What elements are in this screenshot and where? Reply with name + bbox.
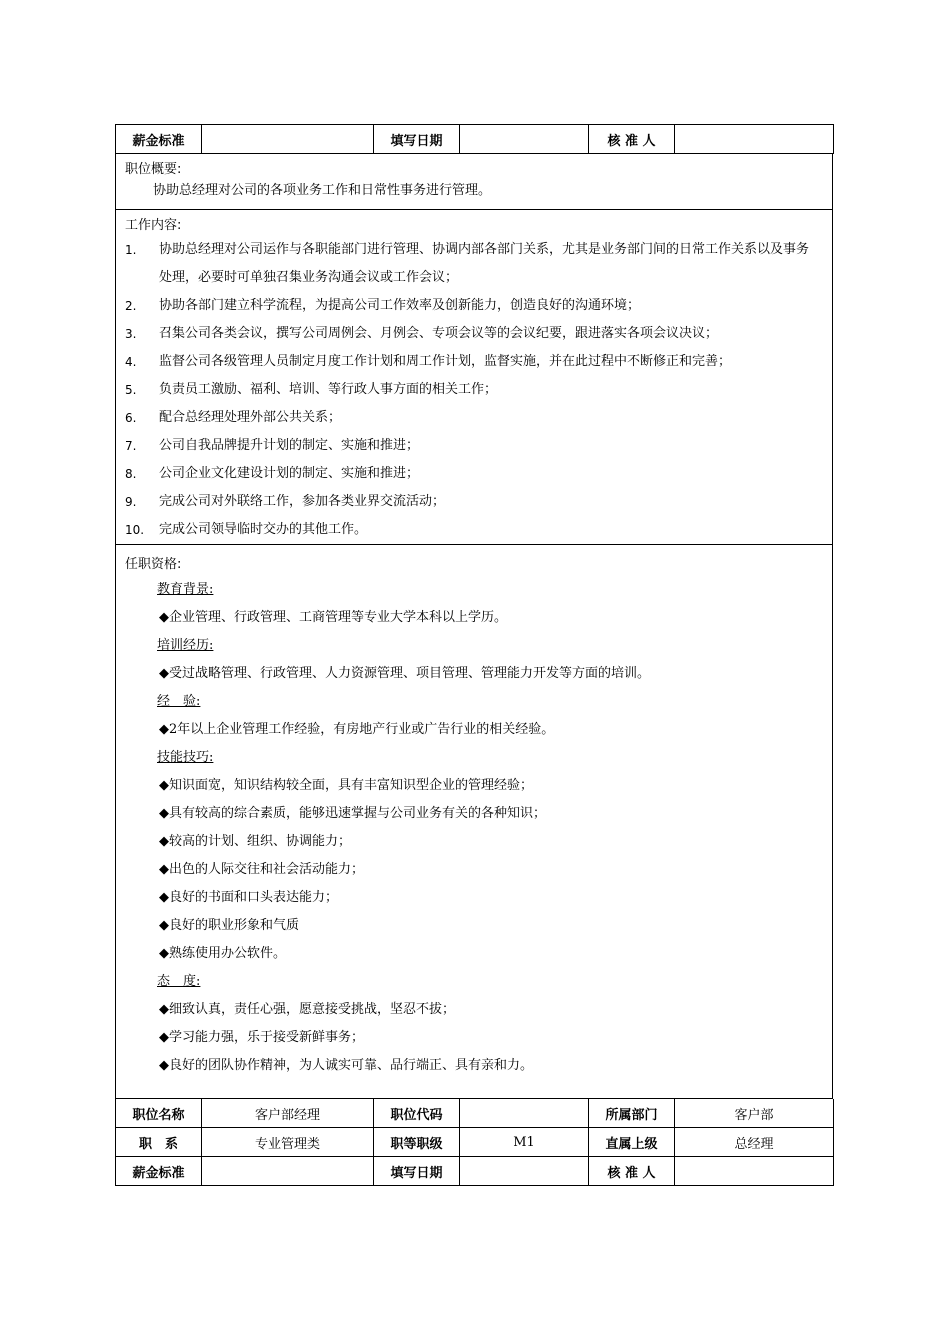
duty-item <box>116 516 832 544</box>
attitude-item: ◆学习能力强，乐于接受新鲜事务； <box>159 1030 364 1045</box>
duty-number: 8. <box>125 467 137 481</box>
duty-text: 公司自我品牌提升计划的制定、实施和推进； <box>159 438 420 453</box>
skill-item: ◆具有较高的综合素质，能够迅速掌握与公司业务有关的各种知识； <box>159 806 546 821</box>
salary-value <box>202 125 374 154</box>
duty-number: 3. <box>125 327 137 341</box>
approver-value <box>675 125 834 154</box>
approver-label: 核 准 人 <box>589 1157 675 1186</box>
fill-date-label: 填写日期 <box>374 125 460 154</box>
duty-item <box>116 292 832 320</box>
fill-date-label: 填写日期 <box>374 1157 460 1186</box>
duty-number: 9. <box>125 495 137 509</box>
attitude-label-text: 态 度 <box>157 974 197 989</box>
bottom-row-3 <box>116 1157 834 1186</box>
qualifications-header: 任职资格: <box>125 557 182 572</box>
experience-label-text: 经 验 <box>157 694 197 709</box>
job-grade-label: 职等职级 <box>374 1128 460 1157</box>
job-series-label: 职 系 <box>116 1128 202 1157</box>
duty-text: 完成公司领导临时交办的其他工作。 <box>159 522 368 537</box>
duty-text: 负责员工激励、福利、培训、等行政人事方面的相关工作； <box>159 382 498 397</box>
section-spacer <box>116 1080 832 1098</box>
fill-date-value <box>460 125 589 154</box>
position-name-value: 客户部经理 <box>202 1099 374 1128</box>
duty-number: 6. <box>125 411 137 425</box>
duty-item <box>116 488 832 516</box>
duty-text: 协助总经理对公司运作与各职能部门进行管理、协调内部各部门关系，尤其是业务部门间的日常工作关系以及事务处理，必要时可单独召集业务沟通会议或工作会议； <box>159 242 810 285</box>
bottom-row-2 <box>116 1128 834 1157</box>
department-value: 客户部 <box>675 1099 834 1128</box>
direct-superior-value: 总经理 <box>675 1128 834 1157</box>
bottom-info-table <box>115 1099 834 1186</box>
skill-item: ◆熟练使用办公软件。 <box>159 946 286 961</box>
training-label: 培训经历: <box>157 638 214 653</box>
position-summary-section <box>115 154 833 210</box>
job-grade-value: M1 <box>460 1128 589 1157</box>
duty-text: 配合总经理处理外部公共关系； <box>159 410 342 425</box>
duty-item <box>116 432 832 460</box>
experience-item: ◆2年以上企业管理工作经验，有房地产行业或广告行业的相关经验。 <box>159 722 555 737</box>
duty-item <box>116 376 832 404</box>
training-item: ◆受过战略管理、行政管理、人力资源管理、项目管理、管理能力开发等方面的培训。 <box>159 666 650 681</box>
top-info-table <box>115 124 834 154</box>
skill-item: ◆知识面宽，知识结构较全面，具有丰富知识型企业的管理经验； <box>159 778 533 793</box>
skill-item: ◆良好的职业形象和气质 <box>159 918 299 933</box>
duty-text: 召集公司各类会议，撰写公司周例会、月例会、专项会议等的会议纪要，跟进落实各项会议决议； <box>159 326 719 341</box>
summary-header: 职位概要: <box>125 162 182 177</box>
duty-number: 7. <box>125 439 137 453</box>
education-label: 教育背景: <box>157 582 214 597</box>
attitude-label: 态 度: <box>157 974 201 989</box>
skill-item: ◆出色的人际交往和社会活动能力； <box>159 862 364 877</box>
experience-label: 经 验: <box>157 694 201 709</box>
approver-value <box>675 1157 834 1186</box>
qualifications-section <box>115 545 833 1099</box>
summary-text: 协助总经理对公司的各项业务工作和日常性事务进行管理。 <box>153 183 492 198</box>
duty-item <box>116 348 832 376</box>
job-series-value: 专业管理类 <box>202 1128 374 1157</box>
duty-item <box>116 404 832 432</box>
duty-number: 2. <box>125 299 137 313</box>
position-name-label: 职位名称 <box>116 1099 202 1128</box>
duty-item <box>116 320 832 348</box>
duty-item <box>116 236 832 292</box>
direct-superior-label: 直属上级 <box>589 1128 675 1157</box>
duty-text: 监督公司各级管理人员制定月度工作计划和周工作计划，监督实施，并在此过程中不断修正和完善； <box>159 354 732 369</box>
job-description-sheet <box>115 124 833 1186</box>
duty-text: 公司企业文化建设计划的制定、实施和推进； <box>159 466 420 481</box>
duties-list <box>116 236 832 544</box>
department-label: 所属部门 <box>589 1099 675 1128</box>
bottom-row-1 <box>116 1099 834 1128</box>
skill-item: ◆较高的计划、组织、协调能力； <box>159 834 351 849</box>
position-code-value <box>460 1099 589 1128</box>
duty-text: 完成公司对外联络工作，参加各类业界交流活动； <box>159 494 446 509</box>
attitude-item: ◆良好的团队协作精神，为人诚实可靠、品行端正、具有亲和力。 <box>159 1058 533 1073</box>
duty-number: 4. <box>125 355 137 369</box>
salary-label: 薪金标准 <box>116 1157 202 1186</box>
duty-item <box>116 460 832 488</box>
duty-number: 10. <box>125 523 145 537</box>
duty-number: 5. <box>125 383 137 397</box>
duty-text: 协助各部门建立科学流程，为提高公司工作效率及创新能力，创造良好的沟通环境； <box>159 298 641 313</box>
fill-date-value <box>460 1157 589 1186</box>
approver-label: 核 准 人 <box>589 125 675 154</box>
attitude-item: ◆细致认真，责任心强，愿意接受挑战，坚忍不拔； <box>159 1002 455 1017</box>
training-label-text: 培训经历 <box>157 638 210 653</box>
salary-label: 薪金标准 <box>116 125 202 154</box>
position-code-label: 职位代码 <box>374 1099 460 1128</box>
duty-number: 1. <box>125 243 137 257</box>
skill-item: ◆良好的书面和口头表达能力； <box>159 890 338 905</box>
job-duties-section <box>115 210 833 545</box>
education-label-text: 教育背景 <box>157 582 210 597</box>
duties-header: 工作内容: <box>125 218 182 233</box>
skills-label-text: 技能技巧 <box>157 750 210 765</box>
salary-value <box>202 1157 374 1186</box>
skills-label: 技能技巧: <box>157 750 214 765</box>
education-item: ◆企业管理、行政管理、工商管理等专业大学本科以上学历。 <box>159 610 507 625</box>
top-row <box>116 125 834 154</box>
